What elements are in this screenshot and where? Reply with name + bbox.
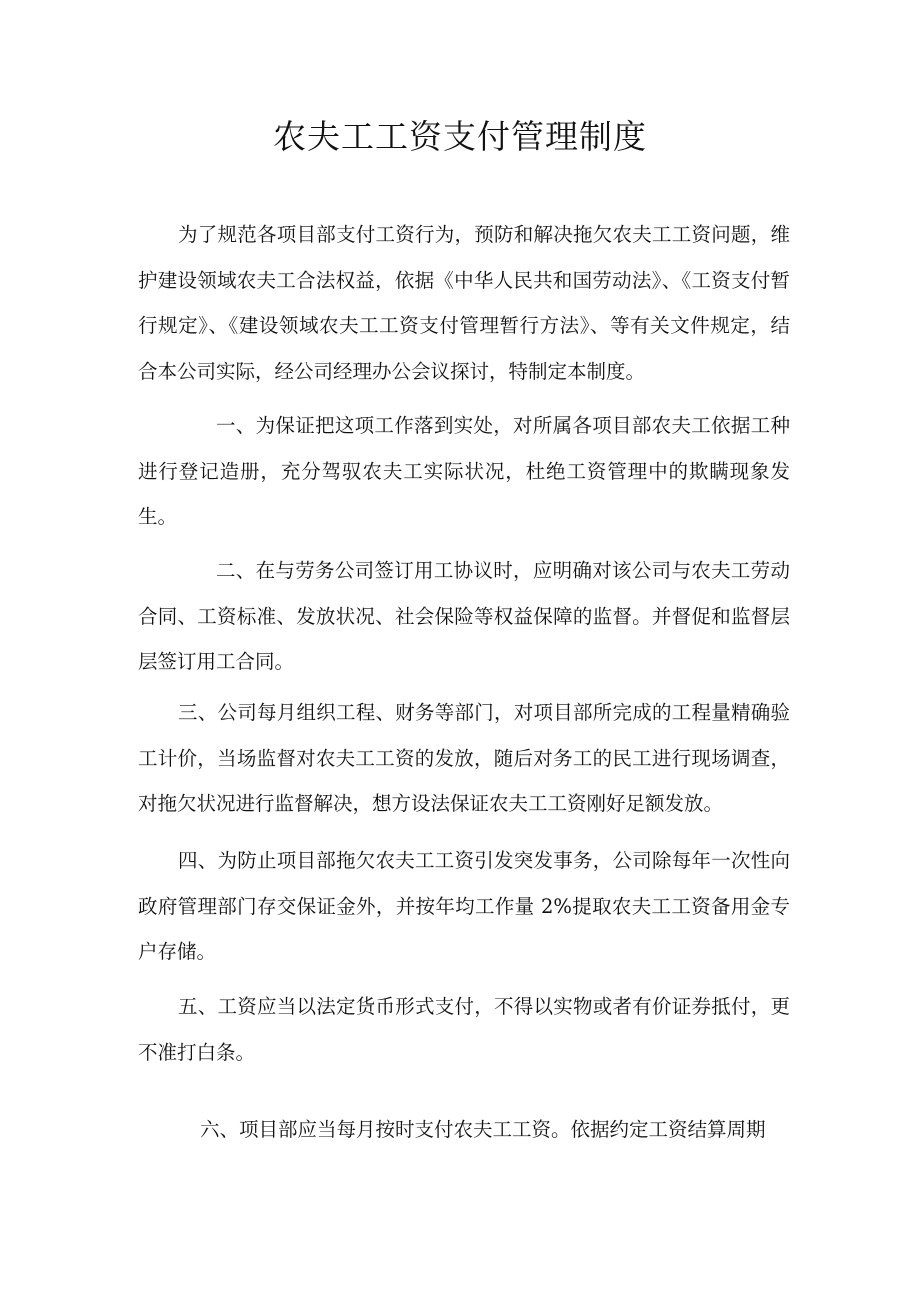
- paragraph-clause-5: 五、工资应当以法定货币形式支付，不得以实物或者有价证券抵付，更不准打白条。: [138, 995, 790, 1064]
- paragraph-intro: 为了规范各项目部支付工资行为，预防和解决拖欠农夫工工资问题，维护建设领域农夫工合法权益，依据《中华人民共和国劳动法》、《工资支付暂行规定》、《建设领域农夫工工资支付管理暂行方法》、等有关文件规定，结合本公司实际，经公司经理办公会议探讨，特制定本制度。: [138, 223, 790, 383]
- paragraph-clause-2: 二、在与劳务公司签订用工协议时，应明确对该公司与农夫工劳动合同、工资标准、发放状况、社会保险等权益保障的监督。并督促和监督层层签订用工合同。: [138, 559, 790, 673]
- paragraph-clause-4: 四、为防止项目部拖欠农夫工工资引发突发事务，公司除每年一次性向政府管理部门存交保证金外，并按年均工作量 2%提取农夫工工资备用金专户存储。: [138, 849, 790, 963]
- paragraph-clause-6: 六、项目部应当每月按时支付农夫工工资。依据约定工资结算周期: [200, 1118, 766, 1141]
- paragraph-clause-1: 一、为保证把这项工作落到实处，对所属各项目部农夫工依据工种进行登记造册，充分驾驭农夫工实际状况，杜绝工资管理中的欺瞒现象发生。: [138, 414, 790, 528]
- paragraph-clause-3: 三、公司每月组织工程、财务等部门，对项目部所完成的工程量精确验工计价，当场监督对农夫工工资的发放，随后对务工的民工进行现场调查，对拖欠状况进行监督解决，想方设法保证农夫工工资刚好足额发放。: [138, 701, 790, 815]
- document-title: 农夫工工资支付管理制度: [273, 117, 647, 156]
